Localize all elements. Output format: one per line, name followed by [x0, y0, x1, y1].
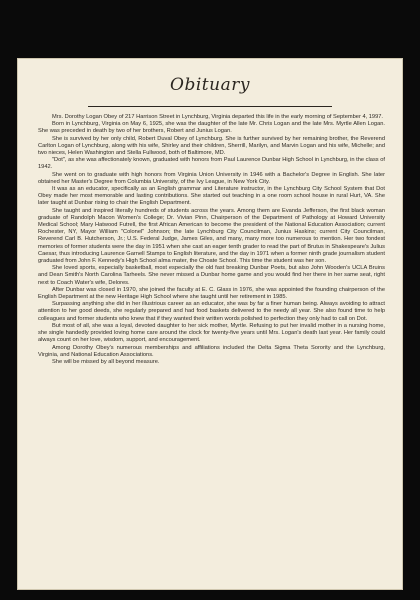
title-underline [88, 106, 332, 107]
paragraph: "Dot", as she was affectionately known, graduated with honors from Paul Laurence Dunbar High School in Lynchburg, in the class of 1942. [38, 157, 385, 171]
paragraph: She went on to graduate with high honors from Virginia Union University in 1946 with a Bachelor's Degree in English. She later obtained her Master's Degree from Columbia University, of the Ivy League, in New York City. [38, 171, 385, 185]
paragraph: After Dunbar was closed in 1970, she joined the faculty at E. C. Glass in 1976, she was appointed the founding chairperson of the English Department at the new Heritage High School where she taught until her retirement in 1985. [38, 286, 385, 301]
paragraph: She loved sports, especially basketball, most especially the old fast breaking Dunbar Poets, but also John Wooden's UCLA Bruins and Dean Smith's North Carolina Tarheels. She never missed a Dunbar home game and you would find her there in her same seat, right next to Coach Water's wife, Delores. [38, 265, 385, 286]
obituary-body [38, 114, 385, 366]
paragraph: Among Dorothy Obey's numerous memberships and affiliations included the Delta Sigma Theta Sorority and the Lynchburg, Virginia, and National Education Associations. [38, 344, 385, 358]
paragraph: Surpassing anything she did in her illustrious career as an educator, she was by far a finer human being. Always avoiding to attract attention to her good deeds, she regularly prepared and had food baskets delivered to the needy all year. She also found time to help colleagues and former students who knew that if they wanted their written words polished to perfection they only had to call on Dot. [38, 301, 385, 322]
paragraph: She taught and inspired literally hundreds of students across the years. Among them are Evanda Jefferson, the first black woman graduate of Randolph Macon Women's College; Dr. Vivian Pinn, Chairperson of the Department of Pathology at Howard University Medical School; Mary Hatwood Futrell, the first African American to become the president of the National Education Association; current Rochester, NY, Mayor William "Colonel" Johnson; the late Lynchburg City Councilman, Junius Haskins; current City Councilman, Reverend Carl B. Hutcherson, Jr.; U.S. Federal Judge, James Giles, and many, many more too numerous to mention. Her two fondest memories of former students were the day in 1951 when she cast an eager tenth grader to read the part of Brutus in Shakespeare's Julius Caesar, thus introducing Laurence Garnell Stamps to English literature, and the day in 1971 when a former ninth grade journalism student graduated from John F. Kennedy's High School alma mater, the Choate School. This time the student was her son. [38, 207, 385, 265]
paragraph: She is survived by her only child, Robert Duval Obey of Lynchburg. She is further survived by her remaining brother, the Reverend Carlton Logan of Lynchburg, along with his wife, Shirley and their children, Sherrill, Marilyn, and Marvin Logan and his wife, Michelle; and two nieces, Helen Washington and Stella Fullwood, both of Baltimore, MD. [38, 135, 385, 157]
page-title: Obituary [170, 75, 250, 95]
paragraph: It was as an educator, specifically as an English grammar and Literature instructor, in the Lynchburg City School System that Dot Obey made her most memorable and lasting contributions. She started out teaching in a one room school house in rural Hurt, VA. She later taught at Dunbar rising to chair the English Department. [38, 186, 385, 207]
paragraph: Mrs. Dorothy Logan Obey of 217 Harrison Street in Lynchburg, Virginia departed this life in the early morning of September 4, 1997. [52, 114, 384, 120]
paragraph: She will be missed by all beyond measure. [52, 358, 160, 365]
obituary-page [17, 58, 403, 590]
paragraph: Born in Lynchburg, Virginia on May 6, 1925, she was the daughter of the late Mr. Chris Logan and the late Mrs. Myrtle Allen Logan. She was preceded in death by two of her brothers, Robert and Junius Logan. [38, 121, 385, 135]
paragraph: But most of all, she was a loyal, devoted daughter to her sick mother, Myrtle. Refusing to put her invalid mother in a nursing home, she single handedly provided loving home care around the clock for twenty-five years until Mrs. Logan's death last year. Her family could always count on her love, wisdom, support, and encouragement. [38, 322, 385, 344]
